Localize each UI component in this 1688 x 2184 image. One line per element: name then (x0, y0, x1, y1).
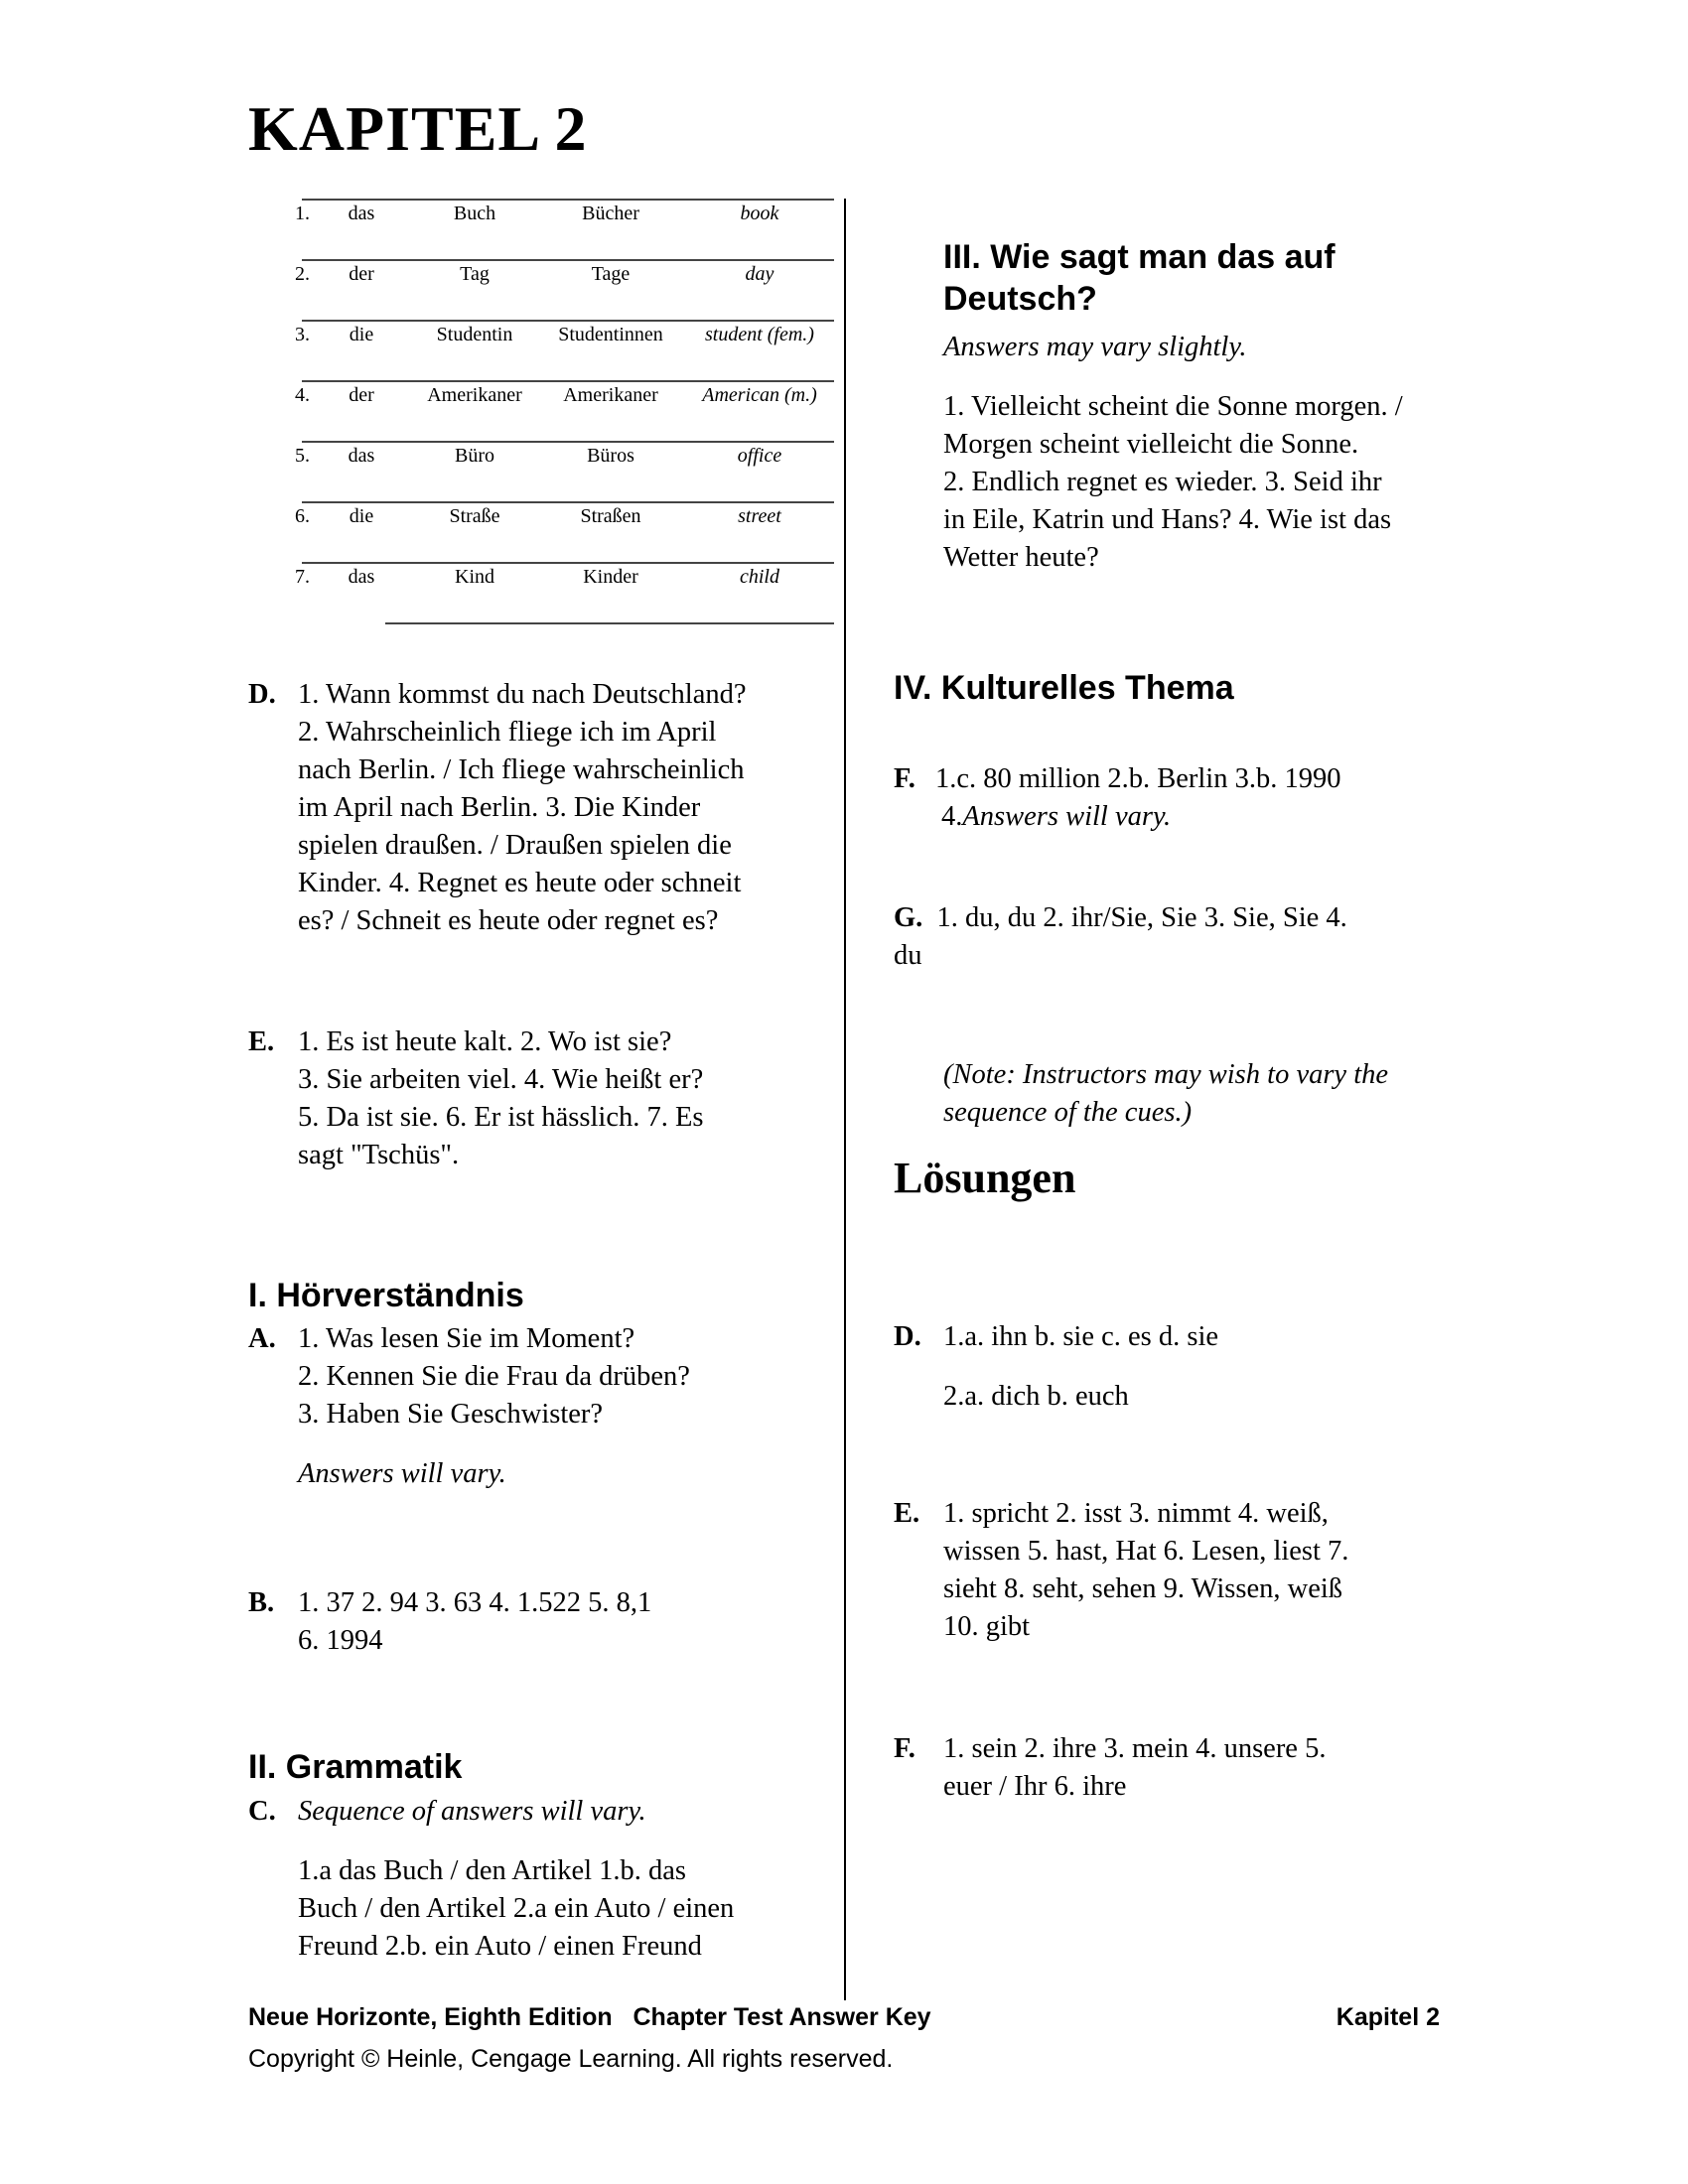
exercise-e (248, 1024, 824, 1174)
row-rule (302, 380, 834, 382)
answer-line: Kinder. 4. Regnet es heute oder schneit (298, 868, 742, 898)
exercise-answers (935, 760, 1450, 836)
answer-line: 1. Es ist heute kalt. 2. Wo ist sie? (298, 1026, 672, 1057)
section-heading-loesungen: Lösungen (894, 1154, 1076, 1202)
exercise-answers (943, 1495, 1450, 1646)
exercise-letter: F. (894, 1733, 915, 1764)
article: die (349, 324, 374, 345)
answer-line (941, 798, 1450, 836)
answer-line (894, 899, 1450, 937)
answer-line: 1. spricht 2. isst 3. nimmt 4. weiß, (943, 1498, 1329, 1529)
answer-note: Answers may vary slightly. (943, 332, 1247, 362)
plural: Amerikaner (563, 384, 658, 406)
section-iii-answers (943, 329, 1460, 577)
exercise-answers (298, 1793, 824, 1966)
answer-line: sieht 8. seht, sehen 9. Wissen, weiß (943, 1573, 1343, 1604)
answer-line: 1.c. 80 million 2.b. Berlin 3.b. 1990 (935, 763, 1341, 794)
english: American (m.) (702, 384, 817, 406)
exercise-b (248, 1584, 824, 1660)
answer-line: 1. 37 2. 94 3. 63 4. 1.522 5. 8,1 (298, 1587, 652, 1618)
row-rule (302, 441, 834, 443)
singular: Büro (455, 445, 494, 467)
english: office (737, 445, 782, 467)
answer-line: nach Berlin. / Ich fliege wahrscheinlich (298, 754, 745, 785)
answer-line: 2.a. dich b. euch (943, 1381, 1129, 1412)
row-number: 7. (295, 566, 310, 588)
exercise-letter: G. (894, 902, 923, 933)
exercise-c (248, 1793, 824, 1966)
answer-line: sagt "Tschüs". (298, 1140, 460, 1170)
english: book (740, 203, 779, 224)
answer-note: Answers will vary. (298, 1458, 506, 1489)
answer-line: 10. gibt (943, 1611, 1031, 1642)
answer-line: spielen draußen. / Draußen spielen die (298, 830, 732, 861)
plural: Straßen (580, 505, 641, 527)
english: student (fem.) (705, 324, 814, 345)
vocab-row (268, 199, 834, 259)
answer-line: 1. Vielleicht scheint die Sonne morgen. / (943, 391, 1403, 422)
row-number: 2. (295, 263, 310, 285)
singular: Buch (453, 203, 496, 224)
heading-line: III. Wie sagt man das auf (943, 238, 1336, 276)
article: das (348, 445, 375, 467)
exercise-g (894, 899, 1450, 975)
exercise-f-culture (894, 760, 1450, 836)
answer-line: 1. Was lesen Sie im Moment? (298, 1323, 635, 1354)
answer-line: wissen 5. hast, Hat 6. Lesen, liest 7. (943, 1536, 1349, 1567)
vocab-table (268, 199, 834, 622)
exercise-letter: D. (894, 1321, 921, 1352)
english: day (745, 263, 774, 285)
plural: Bücher (582, 203, 639, 224)
exercise-answers (298, 1584, 824, 1660)
answer-line: 5. Da ist sie. 6. Er ist hässlich. 7. Es (298, 1102, 704, 1133)
footer-copyright: Copyright © Heinle, Cengage Learning. All rights reserved. (248, 2045, 894, 2073)
answer-line: Buch / den Artikel 2.a ein Auto / einen (298, 1893, 735, 1924)
exercise-letter: C. (248, 1796, 276, 1827)
answer-line: 2. Endlich regnet es wieder. 3. Seid ihr (943, 467, 1382, 497)
singular: Kind (455, 566, 494, 588)
answer-line: 3. Haben Sie Geschwister? (298, 1399, 604, 1430)
vocab-row (268, 259, 834, 320)
note-line: sequence of the cues.) (943, 1097, 1193, 1128)
loesungen-exercise-e (894, 1495, 1450, 1646)
answer-line: 6. 1994 (298, 1625, 383, 1656)
answer-line: Morgen scheint vielleicht die Sonne. (943, 429, 1359, 460)
loesungen-exercise-d (894, 1318, 1450, 1416)
vocab-row (268, 501, 834, 562)
answer-line: Wetter heute? (943, 542, 1099, 573)
plural: Kinder (583, 566, 638, 588)
row-number: 3. (295, 324, 310, 345)
exercise-letter: E. (894, 1498, 920, 1529)
exercise-letter: B. (248, 1587, 275, 1618)
instructor-note (943, 1056, 1460, 1132)
singular: Straße (449, 505, 500, 527)
article: der (349, 384, 374, 406)
footer-book-title: Neue Horizonte, Eighth Edition Chapter Test Answer Key (248, 2003, 931, 2031)
row-rule (302, 259, 834, 261)
answer-note: Sequence of answers will vary. (298, 1796, 646, 1827)
exercise-answers (298, 1024, 824, 1174)
answer-line: Freund 2.b. ein Auto / einen Freund (298, 1931, 702, 1962)
answer-line: in Eile, Katrin und Hans? 4. Wie ist das (943, 504, 1392, 535)
plural: Studentinnen (558, 324, 663, 345)
row-number: 6. (295, 505, 310, 527)
exercise-answers (943, 1730, 1450, 1806)
answer-line: 1.a das Buch / den Artikel 1.b. das (298, 1855, 687, 1886)
note-line: (Note: Instructors may wish to vary the (943, 1059, 1389, 1090)
answer-line: 2. Wahrscheinlich fliege ich im April (298, 717, 717, 748)
vocab-row (268, 441, 834, 501)
vocab-row (268, 562, 834, 622)
vocab-row (268, 320, 834, 380)
answer-line: 1.a. ihn b. sie c. es d. sie (943, 1321, 1219, 1352)
answer-line: euer / Ihr 6. ihre (943, 1771, 1127, 1802)
exercise-letter: E. (248, 1026, 275, 1057)
column-divider (844, 199, 846, 2000)
exercise-answers (298, 1320, 824, 1493)
singular: Studentin (436, 324, 513, 345)
table-bottom-rule (385, 622, 834, 624)
singular: Amerikaner (427, 384, 522, 406)
answer-number: 4. (941, 801, 963, 832)
article: der (349, 263, 374, 285)
english: street (738, 505, 781, 527)
chapter-title: KAPITEL 2 (248, 93, 588, 164)
answer-line: du (894, 940, 922, 971)
row-rule (302, 320, 834, 322)
row-number: 4. (295, 384, 310, 406)
exercise-letter: F. (894, 763, 915, 794)
row-rule (302, 199, 834, 201)
article: das (348, 203, 375, 224)
exercise-letter: A. (248, 1323, 276, 1354)
section-heading-kulturelles-thema: IV. Kulturelles Thema (894, 669, 1234, 707)
row-rule (302, 562, 834, 564)
answer-line: im April nach Berlin. 3. Die Kinder (298, 792, 701, 823)
exercise-letter: D. (248, 679, 276, 710)
article: das (348, 566, 375, 588)
exercise-answers (298, 676, 824, 940)
section-heading-hoerverstaendnis: I. Hörverständnis (248, 1277, 524, 1314)
singular: Tag (460, 263, 490, 285)
answer-line: es? / Schneit es heute oder regnet es? (298, 905, 719, 936)
plural: Tage (591, 263, 631, 285)
section-heading-wie-sagt-man (943, 236, 1336, 320)
row-number: 1. (295, 203, 310, 224)
row-number: 5. (295, 445, 310, 467)
english: child (740, 566, 779, 588)
exercise-d (248, 676, 824, 940)
heading-line: Deutsch? (943, 280, 1097, 318)
section-heading-grammatik: II. Grammatik (248, 1748, 463, 1786)
loesungen-exercise-f (894, 1730, 1450, 1806)
footer-chapter: Kapitel 2 (1336, 2003, 1440, 2031)
answer-line: 1. sein 2. ihre 3. mein 4. unsere 5. (943, 1733, 1327, 1764)
answer-text: 1. du, du 2. ihr/Sie, Sie 3. Sie, Sie 4. (936, 902, 1347, 933)
row-rule (302, 501, 834, 503)
exercise-a (248, 1320, 824, 1493)
article: die (349, 505, 374, 527)
exercise-answers (943, 1318, 1450, 1416)
answer-line: 1. Wann kommst du nach Deutschland? (298, 679, 747, 710)
answer-line: 2. Kennen Sie die Frau da drüben? (298, 1361, 690, 1392)
answer-note: Answers will vary. (962, 801, 1172, 832)
vocab-row (268, 380, 834, 441)
answer-line: 3. Sie arbeiten viel. 4. Wie heißt er? (298, 1064, 704, 1095)
plural: Büros (587, 445, 634, 467)
